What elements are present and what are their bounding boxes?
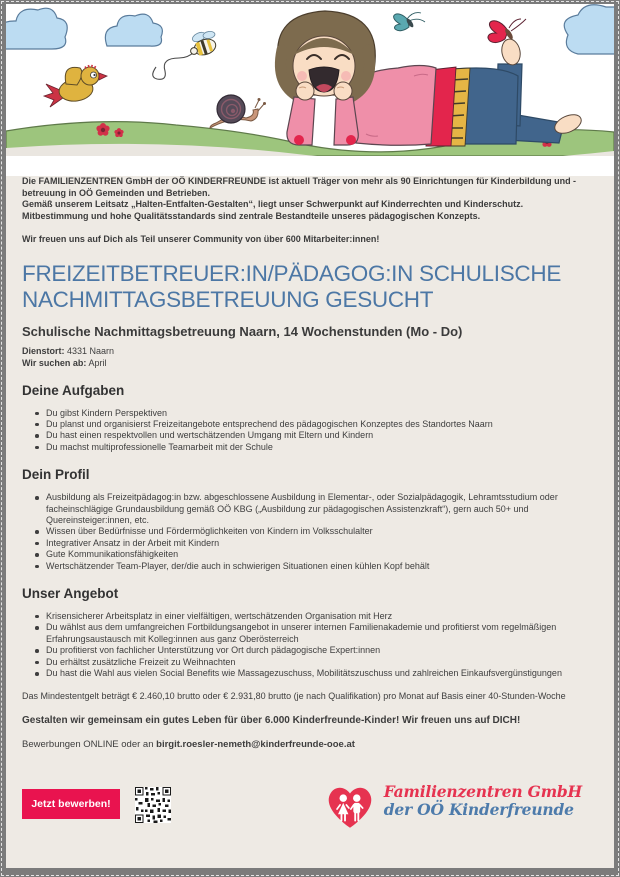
list-item: Wertschätzender Team-Player, der/die auch in schwierigen Situationen einen kühlen Kopf behält <box>46 561 592 572</box>
content-area <box>6 176 614 868</box>
startdate-line <box>22 357 592 369</box>
list-item: Wissen über Bedürfnisse und Fördermöglichkeiten von Kindern im Volksschulalter <box>46 526 592 537</box>
intro-paragraph-2: Gemäß unserem Leitsatz „Halten-Entfalten-Gestalten“, liegt unser Schwerpunkt auf Kinderrechten und Kinderschutz. Mitbestimmung und hohe Qualitätsstandards sind zentrale Bestandteile unseres pädagogischen Konzepts. <box>22 199 524 221</box>
section-angebot <box>22 586 592 679</box>
logo-line-2: der OÖ Kinderfreunde <box>383 799 574 819</box>
job-ad-page <box>6 4 614 868</box>
footer-row <box>22 782 592 831</box>
list-item: Ausbildung als Freizeitpädagog:in bzw. abgeschlossene Ausbildung in Elementar-, oder Sozialpädagogik, Lehramtsstudium oder facheinschlägige Grundausbildung gemäß OÖ KBG („Ausbildung zur pädagogischen Assistenzkraft“), gern auch 50+ und Quereinsteiger:innen, etc. <box>46 492 592 526</box>
application-line <box>22 739 592 751</box>
bullet-list <box>22 611 592 679</box>
application-email[interactable]: birgit.roesler-nemeth@kinderfreunde-ooe.at <box>156 739 355 751</box>
children-illustration <box>6 4 614 156</box>
section-aufgaben <box>22 383 592 454</box>
closing-line: Gestalten wir gemeinsam ein gutes Leben für über 6.000 Kinderfreunde-Kinder! Wir freuen uns auf DICH! <box>22 714 521 726</box>
section-heading: Unser Angebot <box>22 585 119 601</box>
intro-paragraph-1: Die FAMILIENZENTREN GmbH der OÖ KINDERFREUNDE ist aktuell Träger von mehr als 90 Einrichtungen für Kinderbildung und -betreuung in OÖ Gemeinden und Betrieben. <box>22 176 577 198</box>
list-item: Du erhältst zusätzliche Freizeit zu Weihnachten <box>46 657 592 668</box>
job-meta <box>22 345 592 369</box>
company-logo <box>324 783 582 831</box>
section-profil <box>22 467 592 572</box>
startdate-label: Wir suchen ab: <box>22 357 87 368</box>
list-item: Du hast die Wahl aus vielen Social Benefits wie Massagezuschuss, Mobilitätszuschuss und zahlreichen Einkaufsvergünstigungen <box>46 668 592 679</box>
list-item: Du planst und organisierst Freizeitangebote entsprechend des pädagogischen Konzeptes des Standortes Naarn <box>46 419 592 430</box>
section-heading: Dein Profil <box>22 467 90 483</box>
community-line: Wir freuen uns auf Dich als Teil unserer Community von über 600 Mitarbeiter:innen! <box>22 234 380 244</box>
list-item: Du wählst aus dem umfangreichen Fortbildungsangebot in unserer internen Familienakademie und profitierst vom regelmäßigen Erfahrungsaustausch mit Kolleg:innen aus ganz Oberösterreich <box>46 622 592 645</box>
list-item: Du profitierst von fachlicher Unterstützung vor Ort durch pädagogische Expert:innen <box>46 645 592 656</box>
dienstort-line <box>22 345 592 357</box>
heart-children-icon <box>324 783 376 831</box>
salary-line: Das Mindestentgelt beträgt € 2.460,10 brutto oder € 2.931,80 brutto (je nach Qualifikation) pro Monat auf Basis einer 40-Stunden-Woche <box>22 691 566 702</box>
list-item: Du machst multiprofessionelle Teamarbeit mit der Schule <box>46 442 592 453</box>
list-item: Integrativer Ansatz in der Arbeit mit Kindern <box>46 538 592 549</box>
bullet-list <box>22 492 592 572</box>
dienstort-value: 4331 Naarn <box>67 345 115 356</box>
dienstort-label: Dienstort: <box>22 345 65 356</box>
apply-button[interactable]: Jetzt bewerben! <box>22 789 120 819</box>
list-item: Du gibst Kindern Perspektiven <box>46 408 592 419</box>
list-item: Krisensicherer Arbeitsplatz in einer vielfältigen, wertschätzenden Organisation mit Herz <box>46 611 592 622</box>
section-heading: Deine Aufgaben <box>22 382 125 398</box>
logo-text <box>384 783 582 818</box>
qr-code <box>135 787 171 823</box>
job-subtitle: Schulische Nachmittagsbetreuung Naarn, 14 Wochenstunden (Mo - Do) <box>22 323 463 339</box>
startdate-value: April <box>88 357 107 368</box>
list-item: Gute Kommunikationsfähigkeiten <box>46 549 592 560</box>
logo-line-1: Familienzentren GmbH <box>383 782 582 802</box>
application-prefix: Bewerbungen ONLINE oder an <box>22 739 157 751</box>
job-title: FREIZEITBETREUER:IN/PÄDAGOG:IN SCHULISCHE NACHMITTAGSBETREUUNG GESUCHT <box>22 260 562 312</box>
list-item: Du hast einen respektvollen und wertschätzenden Umgang mit Eltern und Kindern <box>46 430 592 441</box>
bullet-list <box>22 408 592 454</box>
intro-text <box>22 176 592 222</box>
